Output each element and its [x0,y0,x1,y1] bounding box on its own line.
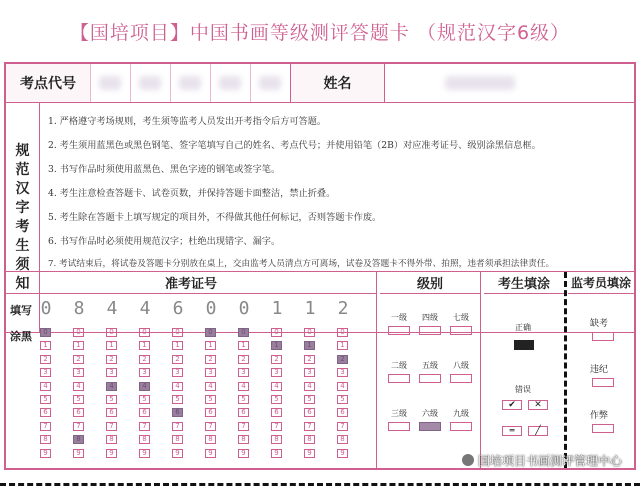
ticket-bubble[interactable]: 8 [172,435,183,444]
ticket-bubble[interactable]: 7 [139,422,150,431]
ticket-bubble[interactable]: 7 [271,422,282,431]
ticket-bubble[interactable]: 4 [304,382,315,391]
correct-mark-example [514,340,534,350]
write-row-label: 填写 [10,304,32,317]
ticket-bubble[interactable]: 0 [73,328,84,337]
wrong-label: 错误 [515,385,531,394]
level-option-label: 三级 [391,409,407,418]
ticket-bubble[interactable]: 5 [238,395,249,404]
ticket-bubble[interactable]: 8 [337,435,348,444]
ticket-bubble[interactable]: 2 [271,355,282,364]
ticket-bubble[interactable]: 9 [271,449,282,458]
handwritten-digit: 0 [40,298,52,319]
ticket-bubble[interactable]: 1 [271,341,282,350]
ticket-number-heading: 准考证号 [6,272,376,294]
ticket-bubble[interactable]: 4 [106,382,117,391]
level-option-label: 一级 [391,313,407,322]
ticket-bubble[interactable]: 8 [106,435,117,444]
correct-label: 正确 [515,323,531,332]
ticket-bubble[interactable]: 9 [238,449,249,458]
ticket-bubble[interactable]: 4 [337,382,348,391]
ticket-bubble[interactable]: 7 [172,422,183,431]
level-option-label: 五级 [422,361,438,370]
ticket-bubble[interactable]: 2 [73,355,84,364]
proctor-panel [568,272,634,468]
ticket-bubble[interactable]: 3 [304,368,315,377]
notice-item: 1. 严格遵守考场规则，考生须等监考人员发出开考指令后方可答题。 [48,116,327,127]
notice-heading: 规范汉字考生须知 [15,142,30,292]
level-option-box[interactable] [388,374,410,383]
candidate-fill-panel [484,272,564,468]
ticket-bubble[interactable]: 2 [139,355,150,364]
level-option-label: 二级 [391,361,407,370]
ticket-bubble[interactable]: 6 [271,408,282,417]
handwritten-digit: 8 [73,298,85,319]
ticket-bubble[interactable]: 6 [106,408,117,417]
absent-box[interactable] [592,332,614,341]
ticket-bubble[interactable]: 3 [172,368,183,377]
ticket-bubble[interactable]: 4 [73,382,84,391]
ticket-bubble[interactable]: 8 [238,435,249,444]
notice-item: 5. 考生除在答题卡上填写规定的项目外，不得做其他任何标记，否则答题卡作废。 [48,212,382,223]
absent-label: 缺考 [590,319,609,329]
notice-item: 4. 考生注意检查答题卡、试卷页数，并保持答题卡面整洁，禁止折叠。 [48,188,336,199]
cheating-label: 作弊 [590,411,609,421]
ticket-bubble[interactable]: 2 [205,355,216,364]
exam-site-code-box[interactable] [130,64,170,102]
ticket-bubble[interactable]: 3 [139,368,150,377]
name-field[interactable] [384,64,634,102]
ticket-bubble[interactable]: 9 [73,449,84,458]
ticket-bubble[interactable]: 7 [205,422,216,431]
exam-site-code-label: 考点代号 [6,64,90,102]
ticket-bubble[interactable]: 3 [271,368,282,377]
ticket-bubble[interactable]: 6 [40,408,51,417]
ticket-bubble[interactable]: 2 [304,355,315,364]
ticket-bubble[interactable]: 0 [271,328,282,337]
ticket-bubble[interactable]: 0 [106,328,117,337]
panel-divider [376,272,377,468]
ticket-bubble[interactable]: 7 [337,422,348,431]
handwritten-digit: 2 [337,298,349,319]
ticket-bubble[interactable]: 8 [205,435,216,444]
notice-item: 3. 书写作品时须使用蓝黑色、黑色字迹的钢笔或签字笔。 [48,164,281,175]
ticket-bubble[interactable]: 0 [172,328,183,337]
ticket-bubble[interactable]: 3 [73,368,84,377]
level-option-box[interactable] [388,422,410,431]
level-option-label: 六级 [422,409,438,418]
ticket-bubble[interactable]: 0 [304,328,315,337]
ticket-bubble[interactable]: 6 [172,408,183,417]
level-option-label: 四级 [422,313,438,322]
ticket-bubble[interactable]: 1 [73,341,84,350]
panel-divider [480,272,481,468]
ticket-bubble[interactable]: 9 [172,449,183,458]
ticket-bubble[interactable]: 1 [106,341,117,350]
ticket-bubble[interactable]: 3 [205,368,216,377]
wrong-mark-cross: ✕ [528,400,548,410]
exam-site-code-box[interactable] [90,64,130,102]
ticket-bubble[interactable]: 5 [271,395,282,404]
ticket-number-panel [6,272,376,468]
level-heading: 级别 [380,272,480,294]
fill-row-label: 涂黑 [10,330,32,343]
ticket-bubble[interactable]: 3 [106,368,117,377]
ticket-bubble[interactable]: 6 [205,408,216,417]
ticket-bubble[interactable]: 2 [337,355,348,364]
ticket-bubble[interactable]: 5 [337,395,348,404]
ticket-bubble[interactable]: 4 [238,382,249,391]
ticket-bubble[interactable]: 6 [139,408,150,417]
ticket-bubble[interactable]: 6 [337,408,348,417]
cheating-box[interactable] [592,424,614,433]
notice-item: 7. 考试结束后，将试卷及答题卡分别放在桌上，交由监考人员清点方可离场，试卷及答题卡不得外带、拍照，违者须承担法律责任。 [48,259,555,269]
ticket-bubble[interactable]: 5 [40,395,51,404]
ticket-bubble[interactable]: 9 [205,449,216,458]
ticket-bubble[interactable]: 2 [172,355,183,364]
ticket-bubble[interactable]: 7 [304,422,315,431]
ticket-bubble[interactable]: 3 [40,368,51,377]
ticket-bubble[interactable]: 9 [106,449,117,458]
ticket-bubble[interactable]: 1 [205,341,216,350]
ticket-bubble[interactable]: 5 [73,395,84,404]
proctor-heading: 监考员填涂 [568,272,634,294]
level-option-box[interactable] [419,374,441,383]
ticket-bubble[interactable]: 1 [304,341,315,350]
handwritten-digit: 0 [205,298,217,319]
handwritten-digit: 1 [271,298,283,319]
ticket-bubble[interactable]: 5 [205,395,216,404]
cut-line [0,474,640,494]
ticket-bubble[interactable]: 4 [271,382,282,391]
ticket-bubble[interactable]: 9 [337,449,348,458]
handwritten-digit: 1 [304,298,316,319]
level-option-label: 八级 [453,361,469,370]
handwritten-digit: 6 [172,298,184,319]
ticket-bubble[interactable]: 6 [238,408,249,417]
exam-site-code-box[interactable] [210,64,250,102]
proctor-dashed-divider [564,272,567,468]
exam-site-code-box[interactable] [250,64,290,102]
wrong-mark-check: ✔ [502,400,522,410]
ticket-bubble[interactable]: 1 [40,341,51,350]
ticket-bubble[interactable]: 4 [139,382,150,391]
ticket-bubble[interactable]: 5 [106,395,117,404]
level-option-label: 七级 [453,313,469,322]
ticket-bubble[interactable]: 9 [139,449,150,458]
ticket-bubble[interactable]: 4 [172,382,183,391]
ticket-bubble[interactable]: 3 [238,368,249,377]
notice-item: 2. 考生须用蓝黑色或黑色钢笔、签字笔填写自己的姓名、考点代号；并使用铅笔（2B）对应准考证号、级别涂黑信息框。 [48,140,541,151]
ticket-bubble[interactable]: 1 [238,341,249,350]
marking-area [6,272,634,468]
page-title: 【国培项目】中国书画等级测评答题卡 （规范汉字6级） [69,21,571,44]
handwritten-digit: 4 [139,298,151,319]
ticket-bubble[interactable]: 6 [304,408,315,417]
ticket-bubble[interactable]: 7 [238,422,249,431]
ticket-bubble[interactable]: 4 [40,382,51,391]
wechat-icon [462,454,474,466]
ticket-bubble[interactable]: 6 [73,408,84,417]
ticket-bubble[interactable]: 1 [172,341,183,350]
ticket-bubble[interactable]: 0 [139,328,150,337]
ticket-bubble[interactable]: 8 [139,435,150,444]
ticket-bubble[interactable]: 5 [139,395,150,404]
violation-box[interactable] [592,378,614,387]
ticket-bubble[interactable]: 5 [304,395,315,404]
ticket-bubble[interactable]: 8 [304,435,315,444]
ticket-bubble[interactable]: 1 [139,341,150,350]
handwritten-digit: 4 [106,298,118,319]
violation-label: 违纪 [590,365,609,375]
ticket-bubble[interactable]: 0 [238,328,249,337]
answer-card [4,62,636,470]
ticket-bubble[interactable]: 8 [271,435,282,444]
level-option-box[interactable] [419,422,441,431]
ticket-bubble[interactable]: 2 [106,355,117,364]
ticket-bubble[interactable]: 4 [205,382,216,391]
level-option-box[interactable] [450,326,472,335]
ticket-bubble[interactable]: 2 [238,355,249,364]
ticket-bubble[interactable]: 7 [73,422,84,431]
ticket-bubble[interactable]: 0 [205,328,216,337]
ticket-bubble[interactable]: 3 [337,368,348,377]
level-panel [380,272,480,468]
level-option-box[interactable] [450,422,472,431]
ticket-bubble[interactable]: 7 [106,422,117,431]
ticket-bubble[interactable]: 5 [172,395,183,404]
ticket-bubble[interactable]: 1 [337,341,348,350]
level-option-box[interactable] [419,326,441,335]
ticket-bubble[interactable]: 9 [40,449,51,458]
exam-site-code-box[interactable] [170,64,210,102]
ticket-bubble[interactable]: 9 [304,449,315,458]
watermark [462,452,622,469]
ticket-bubble[interactable]: 0 [337,328,348,337]
name-label: 姓名 [290,64,384,102]
ticket-bubble[interactable]: 0 [40,328,51,337]
wrong-mark-lines: ═ [502,426,522,436]
level-option-box[interactable] [388,326,410,335]
level-option-box[interactable] [450,374,472,383]
level-option-label: 九级 [453,409,469,418]
wrong-mark-slash: ╱ [528,426,548,436]
ticket-bubble[interactable]: 8 [40,435,51,444]
candidate-fill-heading: 考生填涂 [484,272,564,294]
ticket-bubble[interactable]: 2 [40,355,51,364]
candidate-info-row [6,64,634,103]
watermark-text: 国培项目书画测评管理中心 [477,454,622,468]
ticket-bubble[interactable]: 8 [73,435,84,444]
ticket-bubble[interactable]: 7 [40,422,51,431]
handwritten-digit: 0 [238,298,250,319]
notice-item: 6. 书写作品时必须使用规范汉字；杜绝出现错字、漏字。 [48,236,281,247]
